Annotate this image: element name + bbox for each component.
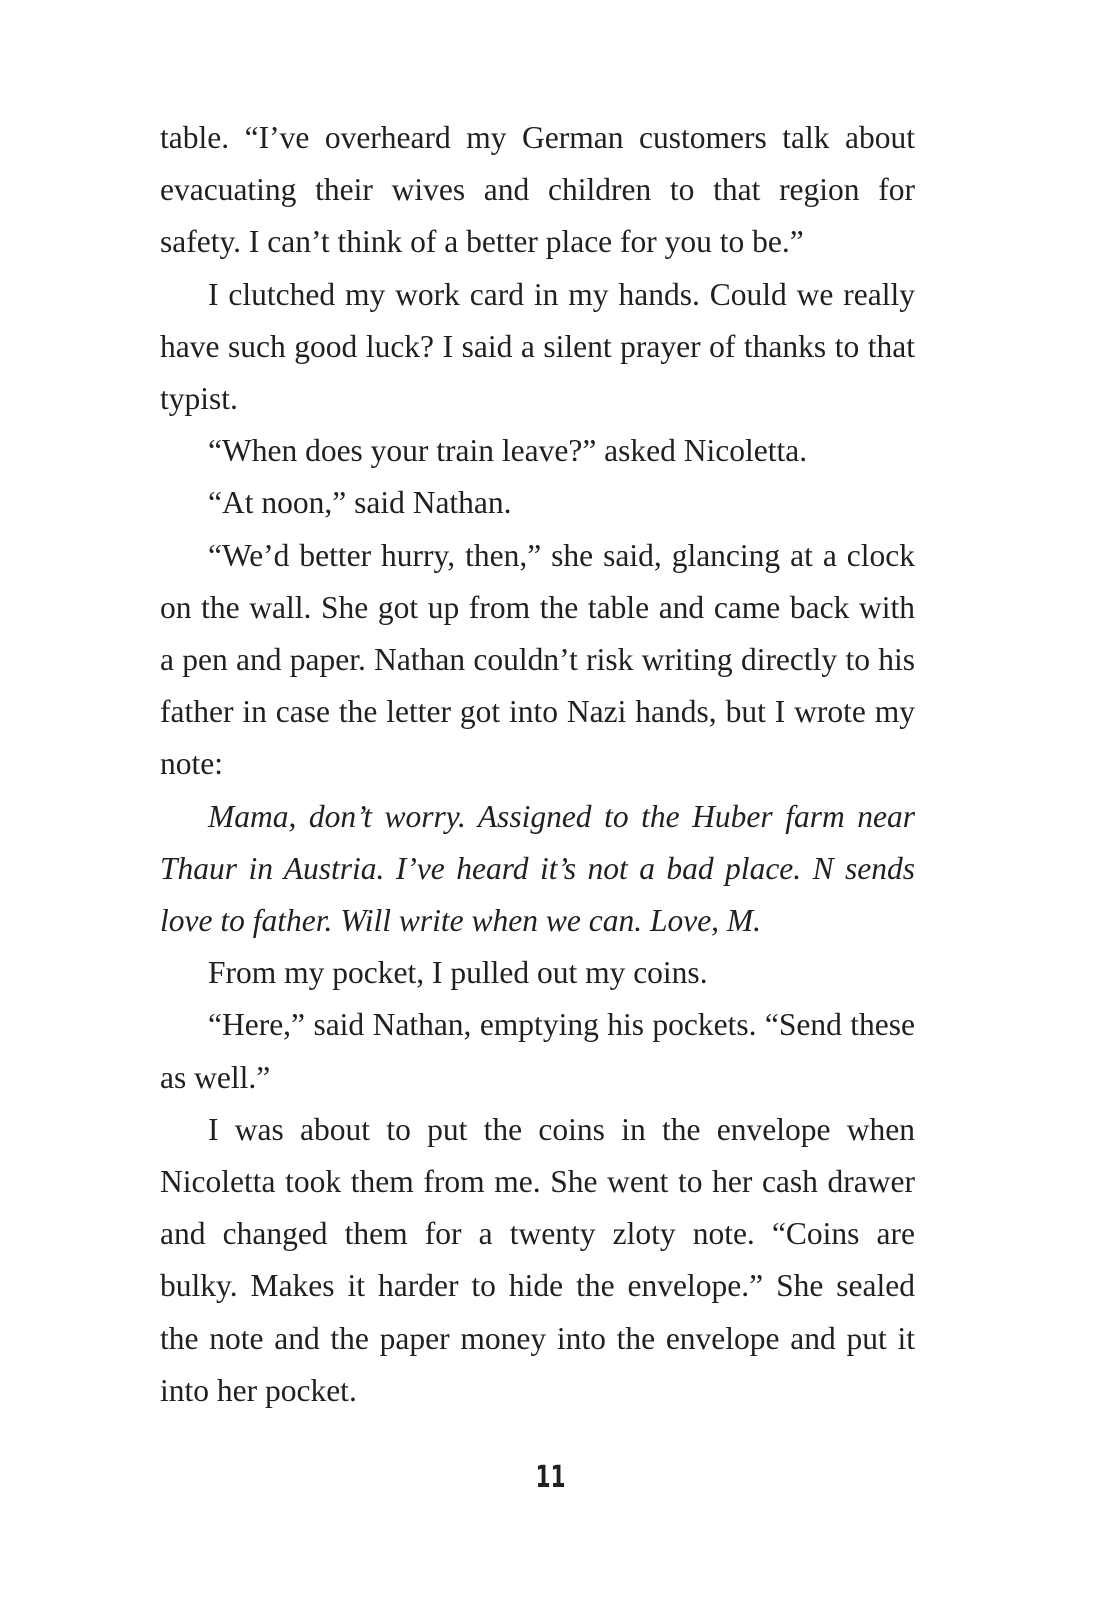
page-number: 11 <box>535 1460 566 1495</box>
body-text <box>160 112 915 1417</box>
italic-note-paragraph: Mama, don’t worry. Assigned to the Huber farm near Thaur in Austria. I’ve heard it’s not a bad place. N sends love to father. Will write when we can. Love, M. <box>160 798 915 939</box>
paragraph: I clutched my work card in my hands. Could we really have such good luck? I said a silent prayer of thanks to that typist. <box>160 276 915 417</box>
paragraph: From my pocket, I pulled out my coins. <box>208 955 708 991</box>
paragraph: “We’d better hurry, then,” she said, glancing at a clock on the wall. She got up from the table and came back with a pen and paper. Nathan couldn’t risk writing directly to his father in case the letter got into Nazi hands, but I wrote my note: <box>160 537 915 782</box>
paragraph: I was about to put the coins in the envelope when Nicoletta took them from me. She went to her cash drawer and changed them for a twenty zloty note. “Coins are bulky. Makes it harder to hide the envelope.” She sealed the note and the paper money into the envelope and put it into her pocket. <box>160 1111 915 1408</box>
paragraph: “At noon,” said Nathan. <box>208 485 512 521</box>
paragraph: table. “I’ve overheard my German customers talk about evacuating their wives and children to that region for safety. I can’t think of a better place for you to be.” <box>160 120 915 260</box>
paragraph: “When does your train leave?” asked Nicoletta. <box>208 433 808 469</box>
paragraph: “Here,” said Nathan, emptying his pockets. “Send these as well.” <box>160 1007 915 1095</box>
